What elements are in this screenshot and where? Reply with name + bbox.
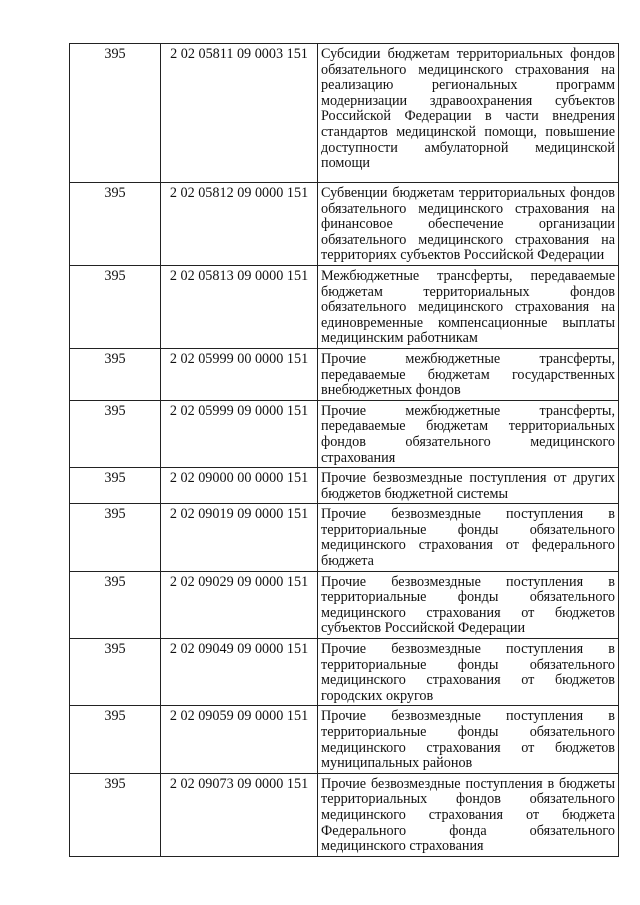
table-row: [70, 504, 619, 571]
budget-code-cell: 2 02 05813 09 0000 151: [161, 265, 318, 348]
budget-code-cell: 2 02 05999 09 0000 151: [161, 400, 318, 467]
admin-code-cell: 395: [70, 504, 161, 571]
description-cell: Прочие безвозмездные поступления в территориальные фонды обязательного медицинского страхования от бюджетов субъектов Российской Федерации: [318, 571, 619, 638]
budget-code-cell: 2 02 09049 09 0000 151: [161, 639, 318, 706]
description-cell: Субвенции бюджетам территориальных фондов обязательного медицинского страхования на финансовое обеспечение организации обязательного медицинского страхования на территориях субъектов Российской Федерации: [318, 183, 619, 266]
admin-code-cell: 395: [70, 639, 161, 706]
table-row: [70, 639, 619, 706]
table-row: [70, 348, 619, 400]
table-row: [70, 468, 619, 504]
budget-code-cell: 2 02 09000 00 0000 151: [161, 468, 318, 504]
table-row: [70, 265, 619, 348]
description-cell: Межбюджетные трансферты, передаваемые бюджетам территориальных фондов обязательного медицинского страхования на единовременные компенсационные выплаты медицинским работникам: [318, 265, 619, 348]
table-row: [70, 183, 619, 266]
table-row: [70, 773, 619, 856]
description-cell: Прочие безвозмездные поступления в территориальные фонды обязательного медицинского страхования от бюджетов городских округов: [318, 639, 619, 706]
admin-code-cell: 395: [70, 706, 161, 773]
description-cell: Прочие безвозмездные поступления от других бюджетов бюджетной системы: [318, 468, 619, 504]
budget-code-cell: 2 02 09059 09 0000 151: [161, 706, 318, 773]
budget-code-cell: 2 02 09029 09 0000 151: [161, 571, 318, 638]
admin-code-cell: 395: [70, 468, 161, 504]
description-cell: Прочие безвозмездные поступления в территориальные фонды обязательного медицинского страхования от бюджетов муниципальных районов: [318, 706, 619, 773]
table-row: [70, 400, 619, 467]
admin-code-cell: 395: [70, 265, 161, 348]
budget-code-cell: 2 02 09073 09 0000 151: [161, 773, 318, 856]
admin-code-cell: 395: [70, 348, 161, 400]
table-row: [70, 706, 619, 773]
admin-code-cell: 395: [70, 773, 161, 856]
budget-codes-table: [69, 43, 619, 857]
description-cell: Прочие межбюджетные трансферты, передаваемые бюджетам государственных внебюджетных фондов: [318, 348, 619, 400]
budget-code-cell: 2 02 05812 09 0000 151: [161, 183, 318, 266]
admin-code-cell: 395: [70, 44, 161, 183]
description-cell: Субсидии бюджетам территориальных фондов обязательного медицинского страхования на реализацию региональных программ модернизации здравоохранения субъектов Российской Федерации в части внедрения стандартов медицинской помощи, повышение доступности амбулаторной медицинской помощи: [318, 44, 619, 183]
table-row: [70, 571, 619, 638]
budget-code-cell: 2 02 05999 00 0000 151: [161, 348, 318, 400]
description-cell: Прочие безвозмездные поступления в территориальные фонды обязательного медицинского страхования от федерального бюджета: [318, 504, 619, 571]
budget-code-cell: 2 02 09019 09 0000 151: [161, 504, 318, 571]
admin-code-cell: 395: [70, 400, 161, 467]
admin-code-cell: 395: [70, 183, 161, 266]
description-cell: Прочие межбюджетные трансферты, передаваемые бюджетам территориальных фондов обязательного медицинского страхования: [318, 400, 619, 467]
admin-code-cell: 395: [70, 571, 161, 638]
table-row: [70, 44, 619, 183]
description-cell: Прочие безвозмездные поступления в бюджеты территориальных фондов обязательного медицинского страхования от бюджета Федерального фонда обязательного медицинского страхования: [318, 773, 619, 856]
budget-code-cell: 2 02 05811 09 0003 151: [161, 44, 318, 183]
